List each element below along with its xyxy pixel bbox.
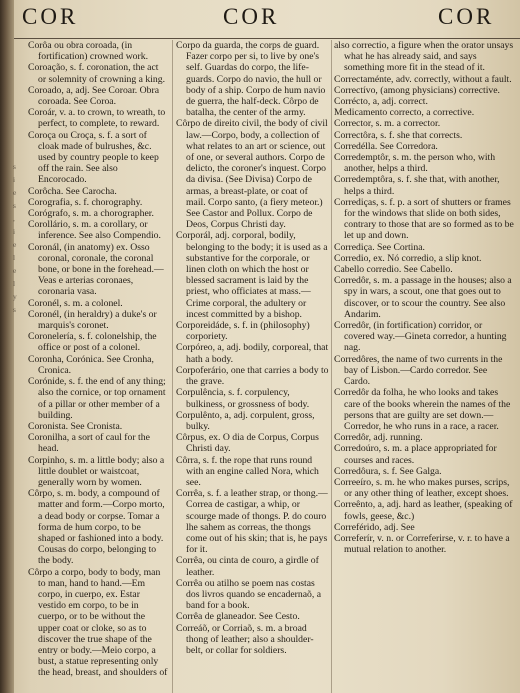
dictionary-entry: Coronilha, a sort of caul for the head. [28, 432, 150, 455]
dictionary-entry: Corpulênto, a, adj. corpulent, gross, bulky. [176, 409, 315, 432]
dictionary-entry: Coronista. See Cronista. [28, 420, 123, 432]
dictionary-entry: Corporeidáde, s. f. in (philosophy) corporiety. [176, 320, 310, 343]
dictionary-entry: Corrediça. See Cortina. [334, 241, 425, 253]
dictionary-entry: Corpinho, s. m. a little body; also a little doublet or waistcoat, generally worn by women. [28, 454, 165, 488]
dictionary-entry: Corporál, adj. corporal, bodily, belonging to the body; it is used as a substantive for the corporale, or linen cloth on which the host or blessed sacrament is laid by the priest, who officiates at mass.—Crime corporal, the adultery or incest committed by a bishop. [176, 230, 328, 320]
dictionary-entry: Coroár, v. a. to crown, to wreath, to perfect, to complete, to reward. [28, 107, 166, 130]
dictionary-entry: Correferír, v. n. or Correferirse, v. r. to have a mutual relation to another. [334, 532, 510, 556]
dictionary-entry: Corredemptôra, s. f. she that, with another, helps a third. [334, 174, 500, 197]
header-rule [14, 38, 520, 39]
dictionary-entry: Corredôura, s. f. See Galga. [334, 465, 442, 477]
dictionary-entry: Coronél, s. m. a colonel. [28, 297, 123, 309]
dictionary-entry: Corógrafo, s. m. a chorographer. [28, 208, 154, 220]
dictionary-entry: Medicamento correcto, a corrective. [334, 107, 475, 119]
dictionary-entry: Corredôr da folha, he who looks and takes care of the books wherein the names of the persons that are guilty are set down.—Corredor, he who runs in a race, a racer. [334, 387, 511, 432]
margin-notes: s i e s , i e l e l y s [13, 162, 17, 314]
dictionary-entry: Coronél, (in heraldry) a duke's or marquis's coronet. [28, 308, 157, 332]
dictionary-entry: Corollário, s. m. a corollary, or inference. See also Compendio. [28, 219, 161, 242]
book-gutter [0, 0, 14, 693]
dictionary-entry: Correctívo, (among physicians) corrective. [334, 84, 500, 96]
dictionary-entry: Coroado, a, adj. See Coroar. Obra coroada. See Coroa. [28, 84, 160, 108]
column-middle [176, 40, 329, 693]
dictionary-entry: Corrector, s. m. a corrector. [334, 118, 441, 130]
column-left [28, 40, 168, 693]
dictionary-entry: Corredemptôr, s. m. the person who, with another, helps a third. [334, 152, 496, 175]
dictionary-entry: Côrpo, s. m. body, a compound of matter and form.—Corpo morto, a dead body or corpse. Tomar a forma de hum corpo, to be shaped or fashioned into a body. Cousas do corpo, belonging to the body. [28, 488, 165, 567]
dictionary-entry: Coronha, Corónica. See Cronha, Cronica. [28, 353, 154, 376]
running-head-center: COR [223, 4, 280, 29]
dictionary-entry: Correeíro, s. m. he who makes purses, scrips, or any other thing of leather, except shoes. [334, 476, 510, 500]
dictionary-entry: Corpulência, s. f. corpulency, bulkiness, or grossness of body. [176, 387, 310, 410]
dictionary-entry: also correctio, a figure when the orator unsays what he has already said, and says something more fit in the stead of it. [334, 40, 514, 74]
dictionary-entry: Corpo da guarda, the corps de guard. Fazer corpo per si, to live by one's self. Guardas do corpo, the life-guards. Corpo do navio, the hull or body of a ship. Corpo de hum navio de guerra, the half-deck. Côrpo de batalha, the center of the army. [176, 40, 326, 119]
dictionary-entry: Côrpo a corpo, body to body, man to man, hand to hand.—Em corpo, in cuerpo, ex. Estar vestido em corpo, to be in cuerpo, or to be without the upper coat or cloke, so as to discover the true shape of the entry or body.—Meio corpo, a bust, a statue representing only the head, breast, and shoulders of [28, 566, 168, 679]
dictionary-entry: Corrêa, ou cinta de couro, a girdle of leather. [176, 555, 319, 578]
dictionary-entry: Coronál, (in anatomy) ex. Osso coronal, coronale, the coronal bone, or bone in the forehead.—Veas e arterias coronaes, coronaria vasa. [28, 241, 164, 298]
dictionary-entry: Côrpo de direito civil, the body of civil law.—Corpo, body, a collection of what relates to an art or science, out of one, or several authors. Corpo de delicto, the coroner's inquest. Corpo da divisa. (See Divisa) Corpo de armas, a breast-plate, or coat of mail. Corpo santo, (a fiery meteor.) See Castor and Pollux. Corpo de Deos, Corpus Christi day. [176, 118, 328, 231]
dictionary-entry: Corrécto, a, adj. correct. [334, 96, 428, 108]
dictionary-entry: Corrêa, s. f. a leather strap, or thong.—Correa de castigar, a whip, or scourge made of thongs. P. do couro lhe sahem as correas, the thongs come out of his skin; that is, he pays for it. [176, 488, 328, 556]
dictionary-entry: Correáõ, or Corriaõ, s. m. a broad thong of leather; also a shoulder-belt, or collar for soldiers. [176, 622, 314, 656]
dictionary-entry: Correctôra, s. f. she that corrects. [334, 129, 463, 141]
running-head-left: COR [22, 4, 79, 29]
dictionary-entry: Corpóreo, a, adj. bodily, corporeal, that hath a body. [176, 342, 329, 365]
dictionary-entry: Correférido, adj. See [334, 521, 415, 533]
dictionary-entry: Corredoúro, s. m. a place appropriated for courses and races. [334, 443, 497, 466]
dictionary-entry: Cabello corredio. See Cabello. [334, 264, 453, 276]
dictionary-entry: Corôa ou obra coroada, (in fortification) crowned work. [28, 40, 149, 63]
dictionary-entry: Corrêa ou atilho se poem nas costas dos livros quando se encadernaõ, a band for a book. [176, 577, 322, 612]
dictionary-entry: Corpoferário, one that carries a body to the grave. [176, 364, 329, 388]
column-divider-1 [172, 40, 173, 693]
dictionary-entry: Corôcha. See Carocha. [28, 185, 117, 197]
dictionary-entry: Corredio, ex. Nó corredio, a slip knot. [334, 252, 482, 264]
dictionary-entry: Corografia, s. f. chorography. [28, 196, 143, 208]
dictionary-entry: Correênto, a, adj. hard as leather, (speaking of fowls, geese, &c.) [334, 499, 513, 522]
dictionary-entry: Coroação, s. f. coronation, the act or solemnity of crowning a king. [28, 62, 165, 85]
running-head-right: COR [438, 4, 495, 29]
dictionary-entry: Côrra, s. f. the rope that runs round with an engine called Nora, which see. [176, 454, 319, 488]
dictionary-entry: Corredôr, (in fortification) corridor, or covered way.—Gineta corredor, a hunting nag. [334, 320, 507, 354]
dictionary-entry: Corrediças, s. f. p. a sort of shutters or frames for the windows that slide on both sides, contrary to those that are so formed as to be let up and down. [334, 196, 514, 242]
dictionary-entry: Correctaménte, adv. correctly, without a fault. [334, 73, 512, 85]
dictionary-entry: Côrpus, ex. O dia de Corpus, Corpus Christi day. [176, 432, 319, 455]
column-right [334, 40, 515, 693]
dictionary-entry: Corredélla. See Corredora. [334, 140, 438, 152]
column-divider-2 [331, 40, 332, 693]
dictionary-entry: Corrêa de glaneador. See Cesto. [176, 611, 300, 623]
dictionary-entry: Corredôr, adj. running. [334, 432, 423, 444]
dictionary-entry: Corredôres, the name of two currents in the bay of Lisbon.—Cardo corredor. See Cardo. [334, 353, 503, 388]
dictionary-entry: Corredôr, s. m. a passage in the houses; also a spy in wars, a scout, one that goes out to discover, or to scour the country. See also Andarim. [334, 275, 512, 320]
dictionary-entry: Corónide, s. f. the end of any thing; also the cornice, or top ornament of a pillar or other member of a building. [28, 376, 166, 421]
dictionary-entry: Coroça ou Croça, s. f. a sort of cloak made of bulrushes, &c. used by country people to keep off the rain. See also Encorocado. [28, 129, 159, 186]
dictionary-entry: Coronelería, s. f. colonelship, the office or post of a colonel. [28, 331, 157, 354]
